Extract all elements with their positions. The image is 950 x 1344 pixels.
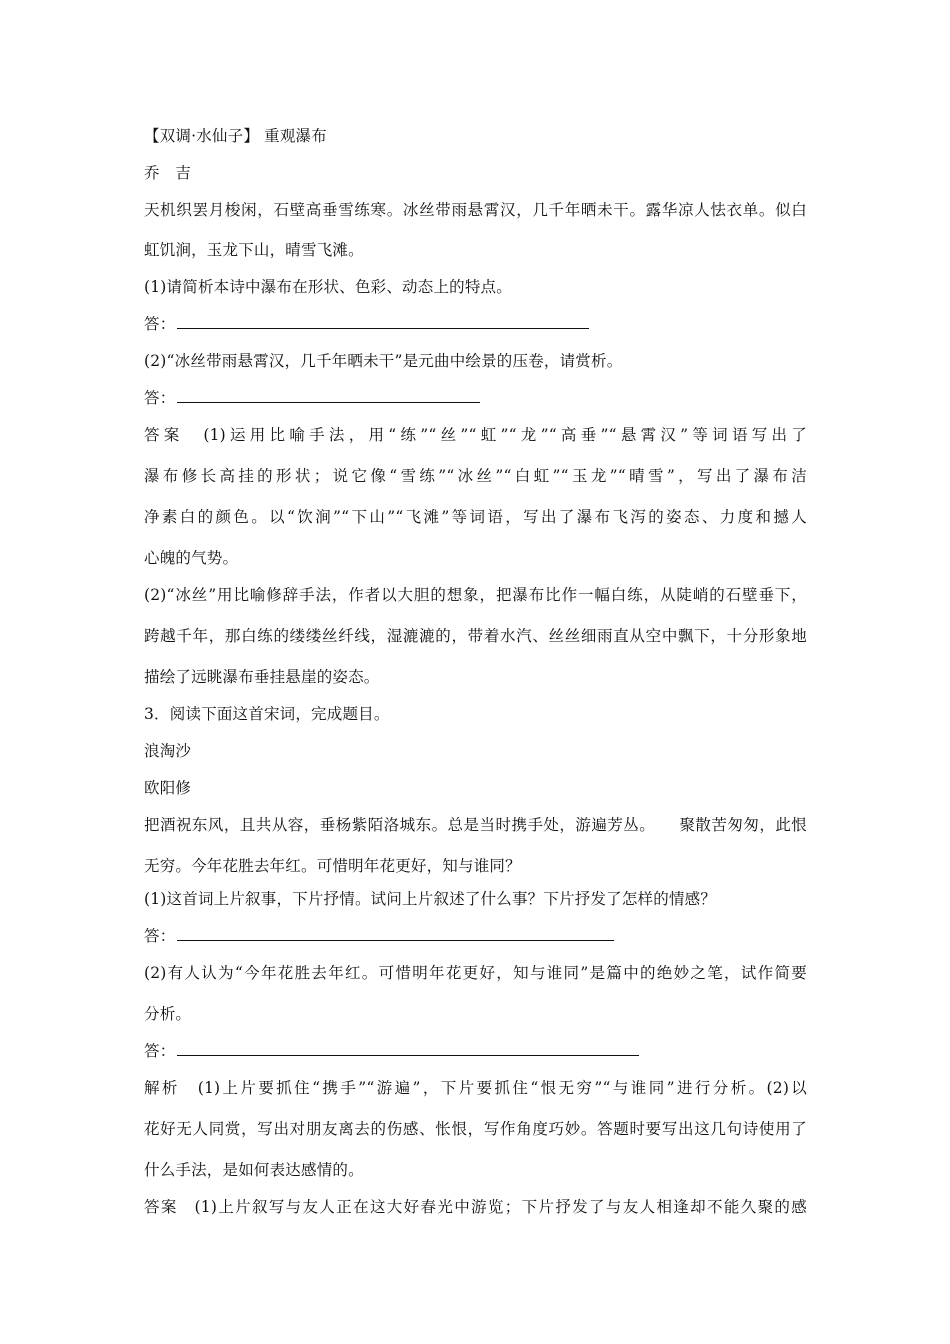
poem-text-line: 天机织罢月梭闲，石壁高垂雪练寒。冰丝带雨悬霄汉，几千年晒未干。露华凉人怯衣单。似白 — [144, 201, 807, 219]
answer-label: 答： — [144, 389, 176, 407]
answer-text-line: 净素白的颜色。以“饮涧”“下山”“飞滩”等词语，写出了瀑布飞泻的姿态、力度和撼人 — [144, 508, 807, 526]
question-2: (2)“冰丝带雨悬霄汉，几千年晒未干”是元曲中绘景的压卷，请赏析。 — [144, 352, 623, 370]
answer-line-1 — [144, 926, 614, 946]
answer-text-line: 瀑布修长高挂的形状；说它像“雪练”“冰丝”“白虹”“玉龙”“晴雪”，写出了瀑布洁 — [144, 467, 807, 485]
answer-line-1 — [144, 314, 589, 334]
answer-text-line: 心魄的气势。 — [144, 549, 239, 567]
answer-text-line: 描绘了远眺瀑布垂挂悬崖的姿态。 — [144, 668, 380, 686]
analysis-text-line: 什么手法，是如何表达感情的。 — [144, 1161, 364, 1179]
poem-text-line: 把酒祝东风，且共从容，垂杨紫陌洛城东。总是当时携手处，游遍芳丛。 聚散苦匆匆，此恨 — [144, 816, 807, 834]
answer-text-line: (2)“冰丝”用比喻修辞手法，作者以大胆的想象，把瀑布比作一幅白练，从陡峭的石壁垂下， — [144, 586, 807, 604]
answer-label: 答： — [144, 315, 176, 333]
answer-text-line: 答案 (1)运用比喻手法，用“练”“丝”“虹”“龙”“高垂”“悬霄汉”等词语写出了 — [144, 426, 807, 444]
question-heading: 3．阅读下面这首宋词，完成题目。 — [144, 705, 390, 723]
answer-line-2 — [144, 1041, 639, 1061]
analysis-text-line: 花好无人同赏，写出对朋友离去的伤感、怅恨，写作角度巧妙。答题时要写出这几句诗使用了 — [144, 1120, 807, 1138]
question-2: (2)有人认为“今年花胜去年红。可惜明年花更好，知与谁同”是篇中的绝妙之笔，试作简要 — [144, 964, 807, 982]
answer-blank[interactable] — [177, 314, 589, 329]
question-2-cont: 分析。 — [144, 1005, 192, 1023]
poem-author: 乔 吉 — [144, 164, 192, 182]
answer-text-line: 跨越千年，那白练的缕缕丝纤线，湿漉漉的，带着水汽、丝丝细雨直从空中飘下，十分形象地 — [144, 627, 807, 645]
poem-text-line: 虹饥涧，玉龙下山，晴雪飞滩。 — [144, 241, 364, 259]
answer-line-2 — [144, 388, 480, 408]
question-1: (1)这首词上片叙事，下片抒情。试问上片叙述了什么事？下片抒发了怎样的情感？ — [144, 890, 717, 908]
poem-author: 欧阳修 — [144, 779, 192, 797]
question-1: (1)请简析本诗中瀑布在形状、色彩、动态上的特点。 — [144, 278, 512, 296]
answer-blank[interactable] — [177, 926, 614, 941]
poem-title: 浪淘沙 — [144, 742, 192, 760]
answer-label: 答： — [144, 1042, 176, 1060]
poem-text-line: 无穷。今年花胜去年红。可惜明年花更好，知与谁同？ — [144, 857, 521, 875]
analysis-text-line: 解析 (1)上片要抓住“携手”“游遍”，下片要抓住“恨无穷”“与谁同”进行分析。(2)以 — [144, 1079, 807, 1097]
answer-blank[interactable] — [177, 1041, 639, 1056]
answer-label: 答： — [144, 927, 176, 945]
poem-title: 【双调·水仙子】 重观瀑布 — [144, 127, 327, 145]
answer-blank[interactable] — [177, 388, 480, 403]
answer-text-line: 答案 (1)上片叙写与友人正在这大好春光中游览；下片抒发了与友人相逢却不能久聚的感 — [144, 1198, 807, 1216]
